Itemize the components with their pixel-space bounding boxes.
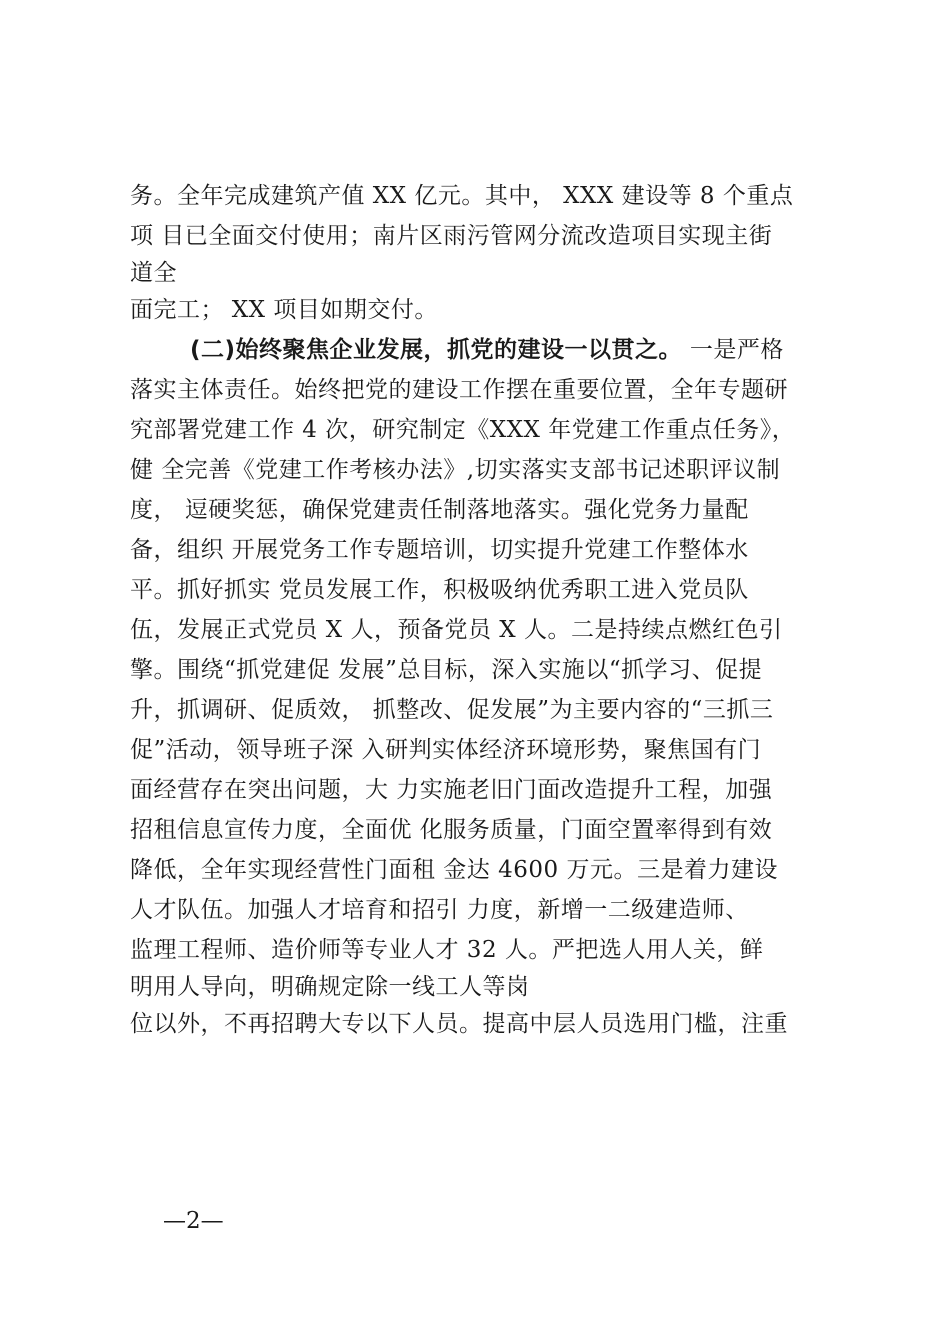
paragraph-line: 伍，发展正式党员 X 人，预备党员 X 人。二是持续点燃红色引 — [130, 617, 783, 643]
section-heading-line — [130, 330, 850, 370]
paragraph-line: 平。抓好抓实 党员发展工作，积极吸纳优秀职工进入党员队 — [130, 577, 749, 603]
paragraph-line-rest: 一是严格 — [682, 337, 784, 363]
paragraph-line: 擎。围绕“抓党建促 发展”总目标，深入实施以“抓学习、促提 — [130, 657, 763, 683]
paragraph-line: 项 目已全面交付使用；南片区雨污管网分流改造项目实现主街 — [130, 223, 773, 249]
paragraph-line: 位以外，不再招聘大专以下人员。提高中层人员选用门槛，注重 — [130, 1011, 788, 1037]
paragraph-line: 面完工； XX 项目如期交付。 — [130, 297, 438, 323]
paragraph-line: 促”活动，领导班子深 入研判实体经济环境形势，聚焦国有门 — [130, 737, 762, 763]
paragraph-line: 道全 — [130, 260, 177, 286]
paragraph-line: 面经营存在突出问题，大 力实施老旧门面改造提升工程，加强 — [130, 777, 773, 803]
paragraph-line: 降低，全年实现经营性门面租 金达 4600 万元。三是着力建设 — [130, 857, 778, 883]
paragraph-line: 备，组织 开展党务工作专题培训，切实提升党建工作整体水 — [130, 537, 749, 563]
paragraph-line: 度， 逗硬奖惩，确保党建责任制落地落实。强化党务力量配 — [130, 497, 749, 523]
paragraph-line: 监理工程师、造价师等专业人才 32 人。严把选人用人关，鲜 — [130, 937, 764, 963]
paragraph-line: 招租信息宣传力度，全面优 化服务质量，门面空置率得到有效 — [130, 817, 773, 843]
paragraph-line: 究部署党建工作 4 次，研究制定《XXX 年党建工作重点任务》， — [130, 417, 796, 443]
paragraph-line: 务。全年完成建筑产值 XX 亿元。其中， XXX 建设等 8 个重点 — [130, 183, 794, 209]
paragraph-line: 健 全完善《党建工作考核办法》,切实落实支部书记述职评议制 — [130, 457, 781, 483]
paragraph-line: 人才队伍。加强人才培育和招引 力度，新增一二级建造师、 — [130, 897, 749, 923]
section-heading: (二)始终聚焦企业发展，抓党的建设一以贯之。 — [190, 337, 683, 363]
page-number: —2— — [163, 1208, 224, 1234]
paragraph-line: 落实主体责任。始终把党的建设工作摆在重要位置，全年专题研 — [130, 377, 788, 403]
paragraph-line: 升，抓调研、促质效， 抓整改、促发展”为主要内容的“三抓三 — [130, 697, 774, 723]
body-text — [130, 176, 850, 1044]
paragraph-line: 明用人导向，明确规定除一线工人等岗 — [130, 974, 530, 1000]
